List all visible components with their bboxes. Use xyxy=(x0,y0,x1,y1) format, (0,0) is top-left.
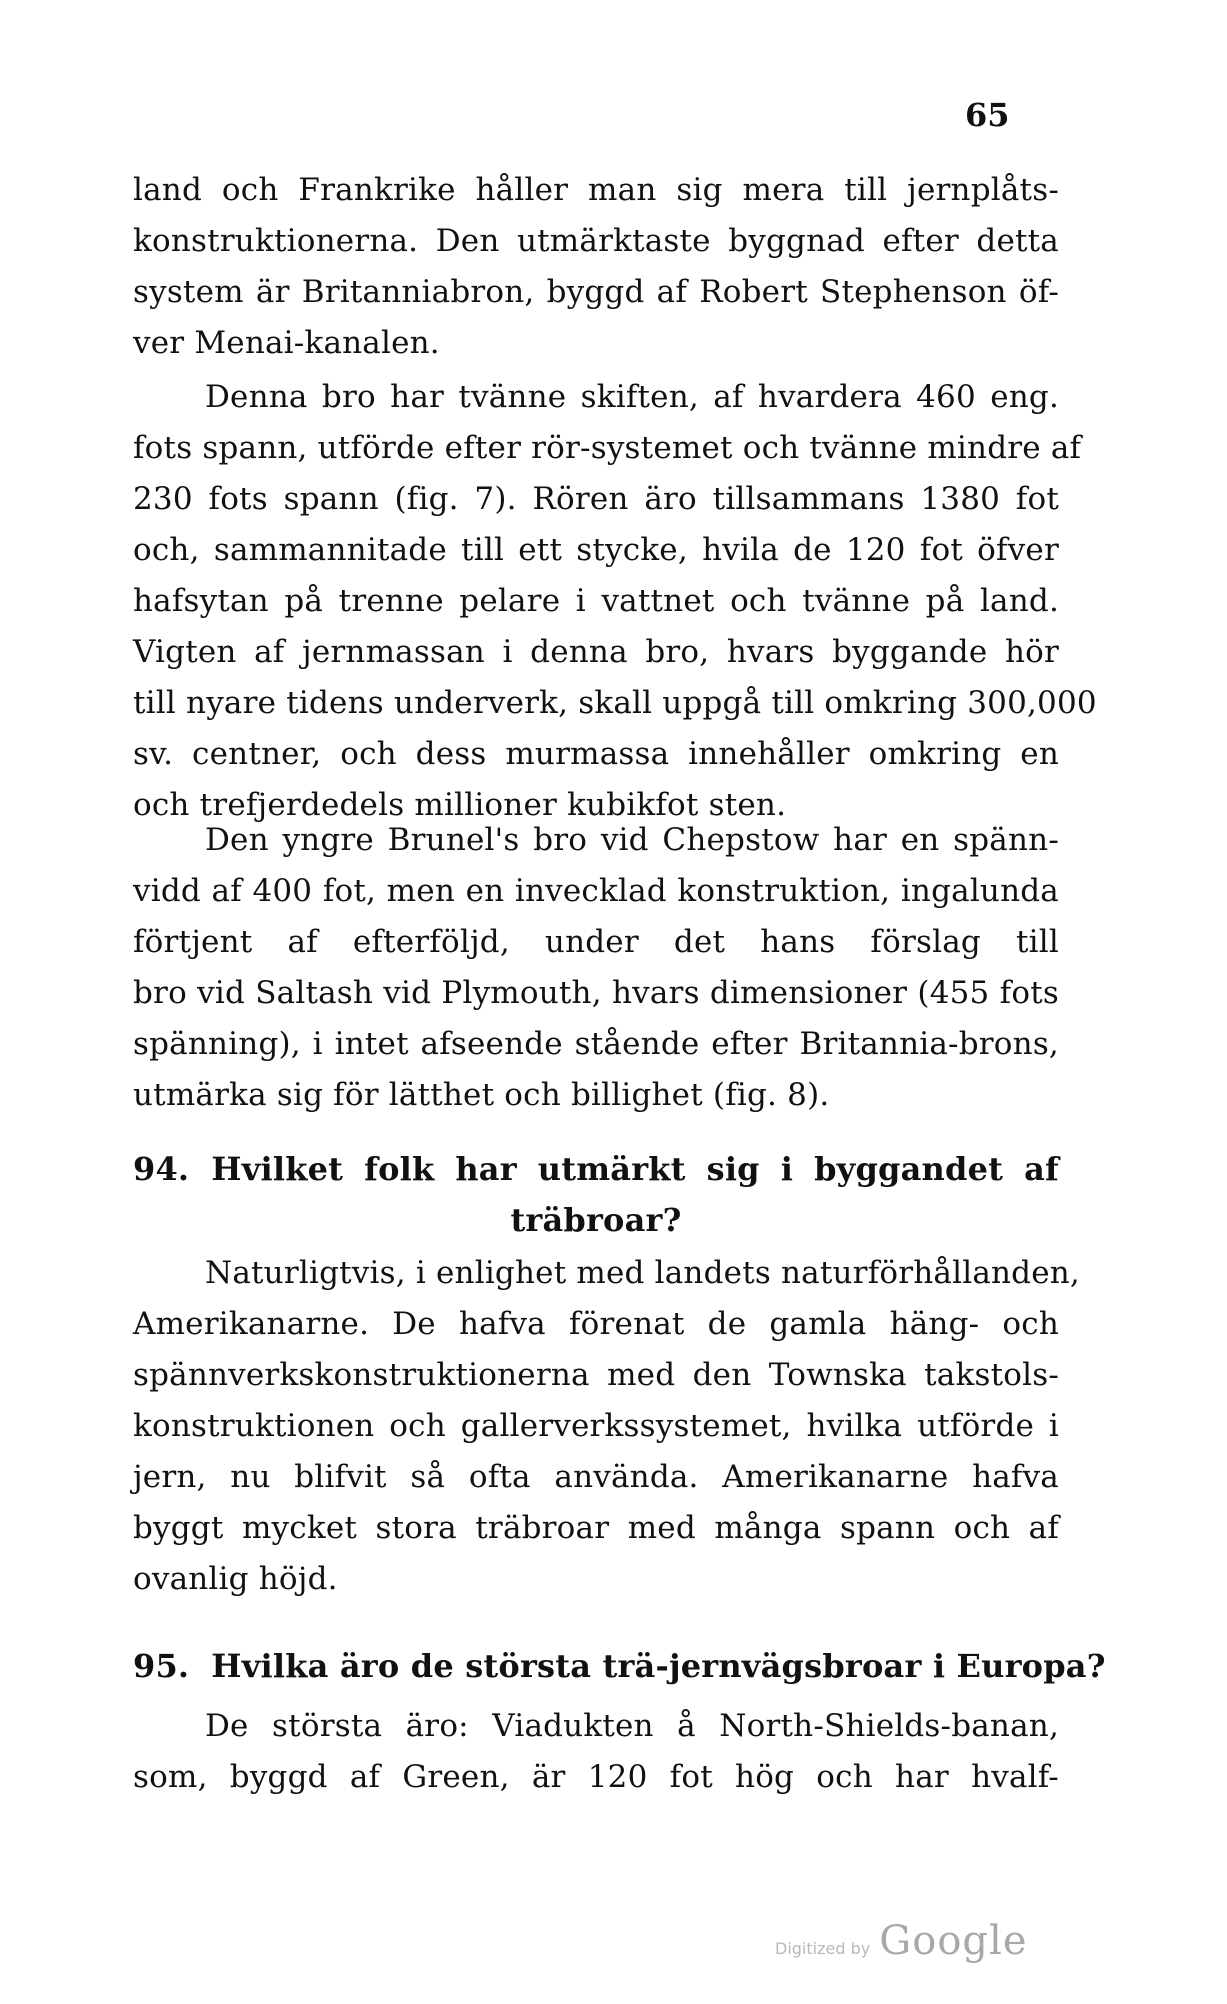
question-95-answer xyxy=(133,1701,1059,1803)
text-line: spännverkskonstruktionerna med den Townska takstols- xyxy=(133,1357,1059,1393)
question-94-answer xyxy=(133,1248,1080,1605)
paragraph-1 xyxy=(133,165,1059,369)
text-line: 230 fots spann (fig. 7). Rören äro tillsammans 1380 fot xyxy=(133,481,1059,517)
text-line: byggt mycket stora träbroar med många spann och af xyxy=(133,1510,1059,1546)
text-line: som, byggd af Green, är 120 fot hög och har hvalf- xyxy=(133,1759,1059,1795)
text-line: ver Menai-kanalen. xyxy=(133,325,440,361)
text-line: konstruktionerna. Den utmärktaste byggnad efter detta xyxy=(133,223,1059,259)
text-line: konstruktionen och gallerverkssystemet, hvilka utförde i xyxy=(133,1408,1059,1444)
text-line: De största äro: Viadukten å North-Shields-banan, xyxy=(205,1708,1059,1744)
question-95-heading xyxy=(133,1641,1106,1692)
text-line: utmärka sig för lätthet och billighet (fig. 8). xyxy=(133,1077,830,1113)
question-title-line xyxy=(133,1641,1106,1692)
google-logo: Google xyxy=(879,1918,1028,1964)
question-94-heading xyxy=(133,1144,1059,1246)
text-line: Denna bro har tvänne skiften, af hvardera 460 eng. xyxy=(205,379,1059,415)
text-line: fots spann, utförde efter rör-systemet och tvänne mindre af xyxy=(133,430,1082,466)
text-line: sv. centner, och dess murmassa innehåller omkring en xyxy=(133,736,1059,772)
text-line: spänning), i intet afseende stående efter Britannia-brons, xyxy=(133,1026,1059,1062)
text-line: Amerikanarne. De hafva förenat de gamla häng- och xyxy=(133,1306,1059,1342)
text-line: till nyare tidens underverk, skall uppgå till omkring 300,000 xyxy=(133,685,1097,721)
google-watermark xyxy=(775,1918,1027,1964)
text-line: Vigten af jernmassan i denna bro, hvars byggande hör xyxy=(133,634,1059,670)
question-title-line: träbroar? xyxy=(510,1201,682,1239)
text-line: förtjent af efterföljd, under det hans förslag till xyxy=(133,924,1059,960)
text-line: hafsytan på trenne pelare i vattnet och tvänne på land. xyxy=(133,583,1059,619)
text-line: och trefjerdedels millioner kubikfot sten. xyxy=(133,787,787,823)
text-line: vidd af 400 fot, men en invecklad konstruktion, ingalunda xyxy=(133,873,1059,909)
text-line: ovanlig höjd. xyxy=(133,1561,338,1597)
text-line: jern, nu blifvit så ofta använda. Amerikanarne hafva xyxy=(133,1459,1059,1495)
text-line: och, sammannitade till ett stycke, hvila de 120 fot öfver xyxy=(133,532,1059,568)
text-line: land och Frankrike håller man sig mera till jernplåts- xyxy=(133,172,1059,208)
question-title: Hvilka äro de största trä-jernvägsbroar i Europa? xyxy=(211,1647,1106,1685)
paragraph-2 xyxy=(133,372,1097,831)
question-number: 94. xyxy=(133,1150,190,1188)
page-number: 65 xyxy=(965,96,1010,134)
text-line: system är Britanniabron, byggd af Robert Stephenson öf- xyxy=(133,274,1059,310)
paragraph-3 xyxy=(133,815,1059,1121)
text-line: Naturligtvis, i enlighet med landets naturförhållanden, xyxy=(205,1255,1080,1291)
text-line: bro vid Saltash vid Plymouth, hvars dimensioner (455 fots xyxy=(133,975,1059,1011)
text-line: Den yngre Brunel's bro vid Chepstow har en spänn- xyxy=(205,822,1059,858)
digitized-by-label: Digitized by xyxy=(775,1939,871,1958)
question-title: Hvilket folk har utmärkt sig i byggandet af xyxy=(211,1150,1059,1188)
question-number: 95. xyxy=(133,1647,190,1685)
question-title-line xyxy=(133,1144,1059,1195)
